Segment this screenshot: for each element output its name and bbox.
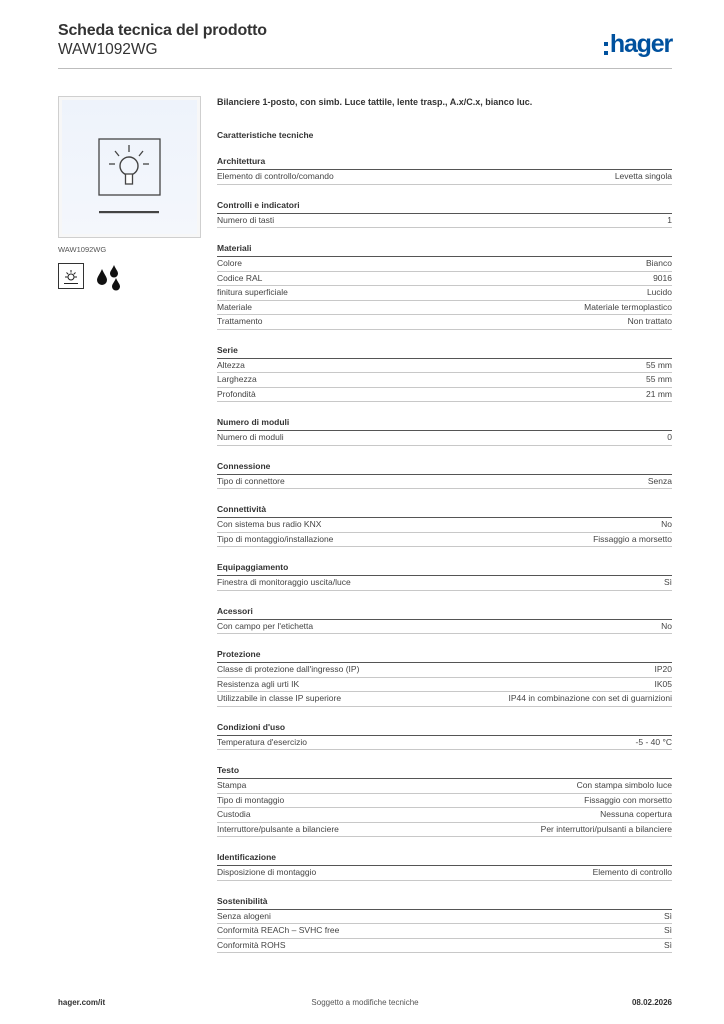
logo-text: hager	[609, 30, 672, 58]
spec-value: Lucido	[646, 287, 672, 297]
spec-label: Con campo per l'etichetta	[217, 620, 314, 631]
product-description: Bilanciere 1-posto, con simb. Luce tattile, lente trasp., A.x/C.x, bianco luc.	[217, 97, 533, 107]
spec-value: Sì	[663, 939, 672, 950]
spec-group-title: Testo	[217, 764, 672, 779]
light-symbol-pictogram	[58, 263, 84, 289]
spec-value: 55 mm	[646, 359, 672, 370]
spec-row	[217, 779, 672, 794]
spec-label: Temperatura d'esercizio	[217, 736, 307, 747]
spec-group	[217, 561, 672, 591]
spec-label: Tipo di connettore	[217, 475, 285, 486]
spec-row	[217, 431, 672, 446]
spec-groups	[217, 155, 672, 953]
spec-row	[217, 533, 672, 548]
spec-row	[217, 924, 672, 939]
spec-row	[217, 866, 672, 881]
spec-value: Senza	[647, 475, 672, 486]
spec-value: 1	[667, 214, 672, 225]
spec-value: Per interruttori/pulsanti a bilanciere	[540, 823, 672, 834]
spec-label: Numero di moduli	[217, 432, 284, 442]
spec-value: Sì	[663, 910, 672, 921]
spec-row	[217, 518, 672, 533]
spec-label: Conformità REACh – SVHC free	[217, 925, 340, 935]
spec-label: Tipo di montaggio	[217, 794, 285, 805]
page-title: Scheda tecnica del prodotto	[58, 22, 267, 39]
spec-row	[217, 663, 672, 678]
spec-group-title: Condizioni d'uso	[217, 721, 672, 736]
spec-label: Custodia	[217, 809, 251, 819]
spec-row	[217, 315, 672, 330]
spec-group	[217, 460, 672, 490]
spec-group	[217, 605, 672, 635]
spec-group	[217, 344, 672, 403]
spec-value: IP44 in combinazione con set di guarnizioni	[508, 693, 672, 703]
footer-date: 08.02.2026	[631, 998, 672, 1007]
spec-group-title: Connettività	[217, 503, 672, 518]
spec-label: Colore	[217, 258, 243, 268]
page-header	[58, 22, 672, 70]
water-drops-pictogram	[94, 263, 124, 291]
spec-row	[217, 475, 672, 490]
spec-value: Sì	[663, 925, 672, 935]
spec-value: No	[661, 620, 672, 631]
light-bulb-symbol-icon	[59, 97, 202, 239]
spec-row	[217, 373, 672, 388]
spec-label: Tipo di montaggio/installazione	[217, 533, 334, 544]
spec-group-title: Serie	[217, 344, 672, 359]
spec-value: Non trattato	[627, 316, 672, 326]
spec-label: finitura superficiale	[217, 287, 288, 297]
hager-logo[interactable]	[604, 30, 672, 58]
header-divider	[58, 68, 672, 69]
footer-website-link[interactable]: hager.com/it	[58, 998, 106, 1007]
spec-row	[217, 576, 672, 591]
spec-label: Disposizione di montaggio	[217, 867, 317, 877]
spec-value: IP20	[654, 664, 672, 674]
spec-label: Utilizzabile in classe IP superiore	[217, 693, 342, 703]
spec-group	[217, 648, 672, 707]
spec-label: Elemento di controllo/comando	[217, 171, 334, 181]
spec-row	[217, 823, 672, 838]
spec-group	[217, 721, 672, 751]
footer-note: Soggetto a modifiche tecniche	[311, 998, 419, 1007]
spec-group	[217, 242, 672, 330]
spec-value: 21 mm	[646, 388, 672, 399]
spec-value: Con stampa simbolo luce	[576, 780, 672, 790]
spec-row	[217, 388, 672, 403]
spec-group-title: Architettura	[217, 155, 672, 170]
spec-row	[217, 939, 672, 954]
spec-row	[217, 678, 672, 693]
spec-value: Bianco	[646, 258, 672, 268]
spec-content	[217, 96, 672, 953]
specs-title: Caratteristiche tecniche	[217, 130, 314, 140]
spec-label: Con sistema bus radio KNX	[217, 519, 322, 529]
logo-dots-icon	[604, 42, 608, 55]
spec-label: Classe di protezione dall'ingresso (IP)	[217, 664, 360, 674]
spec-label: Materiale	[217, 301, 252, 312]
spec-group	[217, 895, 672, 954]
spec-row	[217, 808, 672, 823]
spec-group-title: Numero di moduli	[217, 416, 672, 431]
spec-group	[217, 503, 672, 547]
spec-label: Stampa	[217, 780, 247, 790]
spec-label: Senza alogeni	[217, 910, 271, 921]
spec-value: IK05	[654, 678, 672, 689]
spec-value: Fissaggio con morsetto	[584, 794, 672, 805]
spec-group	[217, 155, 672, 185]
spec-value: Sì	[663, 577, 672, 587]
product-image	[58, 96, 201, 238]
spec-group-title: Connessione	[217, 460, 672, 475]
spec-row	[217, 620, 672, 635]
spec-value: Elemento di controllo	[592, 867, 672, 877]
spec-group	[217, 764, 672, 837]
spec-row	[217, 736, 672, 751]
spec-group-title: Protezione	[217, 648, 672, 663]
spec-label: Finestra di monitoraggio uscita/luce	[217, 577, 351, 587]
spec-row	[217, 692, 672, 707]
spec-row	[217, 794, 672, 809]
spec-value: Materiale termoplastico	[584, 301, 672, 312]
spec-label: Conformità ROHS	[217, 939, 286, 950]
spec-group	[217, 851, 672, 881]
spec-group-title: Materiali	[217, 242, 672, 257]
spec-label: Resistenza agli urti IK	[217, 678, 300, 689]
spec-row	[217, 286, 672, 301]
spec-group-title: Identificazione	[217, 851, 672, 866]
spec-label: Altezza	[217, 359, 245, 370]
product-code-label: WAW1092WG	[58, 245, 107, 254]
spec-value: -5 - 40 °C	[635, 736, 672, 747]
spec-row	[217, 910, 672, 925]
spec-label: Numero di tasti	[217, 214, 275, 225]
spec-row	[217, 301, 672, 316]
spec-value: 0	[667, 432, 672, 442]
spec-row	[217, 257, 672, 272]
spec-value: Nessuna copertura	[600, 809, 672, 819]
spec-label: Interruttore/pulsante a bilanciere	[217, 823, 339, 834]
spec-group-title: Controlli e indicatori	[217, 199, 672, 214]
spec-group	[217, 416, 672, 446]
spec-value: Fissaggio a morsetto	[593, 533, 672, 544]
spec-row	[217, 170, 672, 185]
spec-group-title: Acessori	[217, 605, 672, 620]
page-subtitle: WAW1092WG	[58, 41, 158, 58]
spec-label: Larghezza	[217, 374, 257, 384]
spec-label: Codice RAL	[217, 272, 263, 283]
spec-value: 55 mm	[646, 374, 672, 384]
spec-row	[217, 272, 672, 287]
spec-group-title: Sostenibilità	[217, 895, 672, 910]
spec-row	[217, 359, 672, 374]
spec-label: Trattamento	[217, 316, 263, 326]
spec-label: Profondità	[217, 388, 256, 399]
spec-row	[217, 214, 672, 229]
spec-group-title: Equipaggiamento	[217, 561, 672, 576]
spec-value: No	[661, 519, 672, 529]
spec-value: Levetta singola	[614, 171, 672, 181]
spec-value: 9016	[653, 272, 672, 283]
spec-group	[217, 199, 672, 229]
